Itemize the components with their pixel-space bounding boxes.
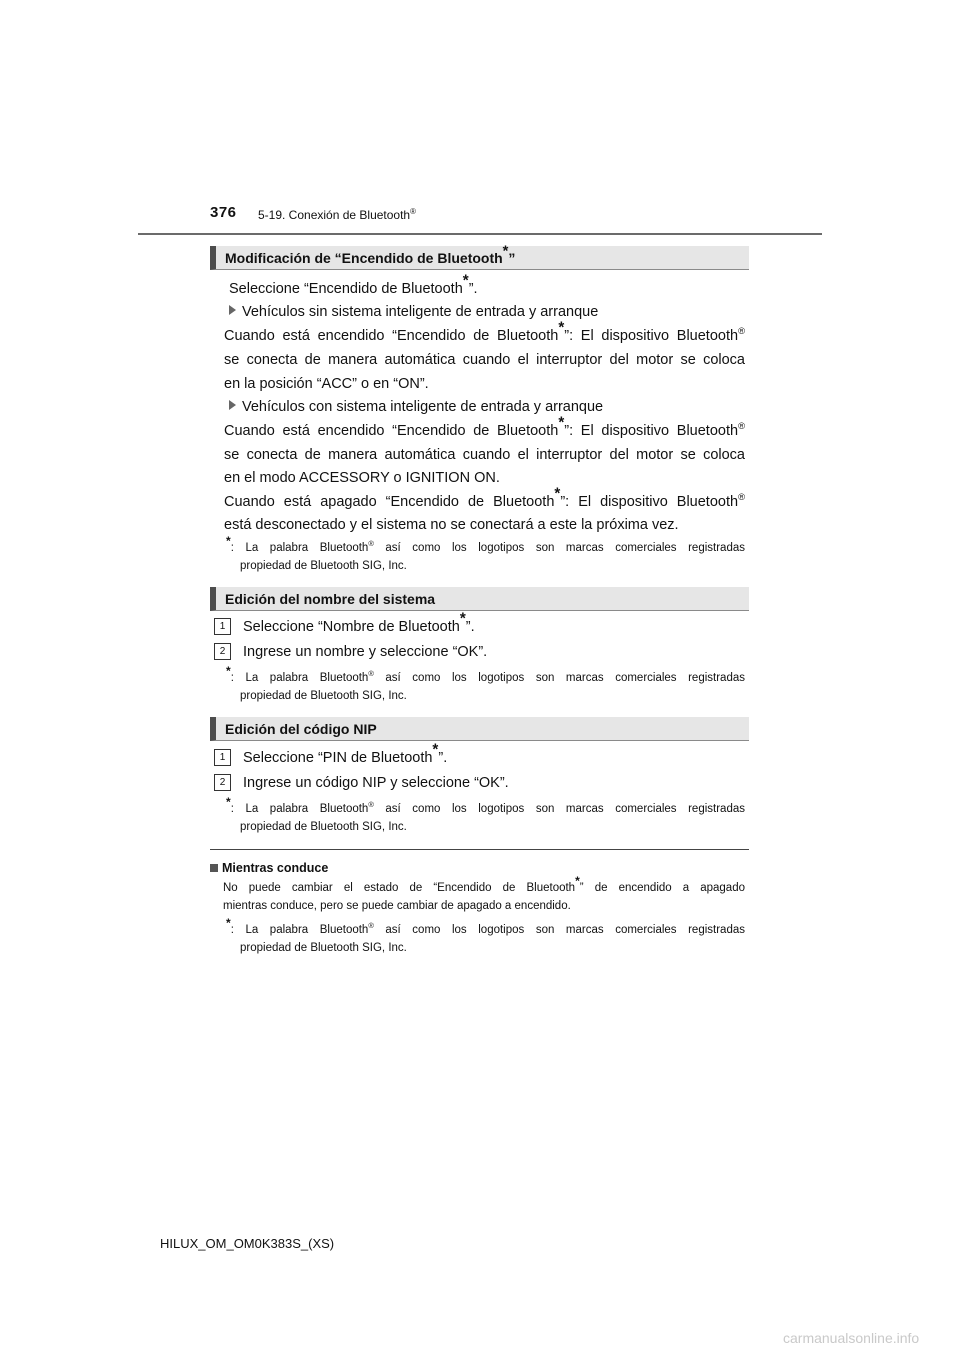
driving-line2: mientras conduce, pero se puede cambiar de apagado a encendido. [223, 900, 571, 912]
arrow-icon [229, 400, 236, 410]
step1-text: Seleccione “Nombre de Bluetooth*”. [243, 610, 475, 635]
case2-line1: Cuando está encendido “Encendido de Bluetooth*”: El dispositivo Bluetooth® [224, 414, 745, 439]
watermark: carmanualsonline.info [783, 1330, 920, 1346]
section-title-system-name: Edición del nombre del sistema [210, 587, 749, 611]
off-line2: está desconectado y el sistema no se conectará a este la próxima vez. [224, 517, 679, 533]
section-title-pin-code: Edición del código NIP [210, 717, 749, 741]
case2-heading: Vehículos con sistema inteligente de entrada y arranque [229, 397, 603, 417]
driving-heading: Mientras conduce [210, 860, 328, 877]
case2-line3: en el modo ACCESSORY o IGNITION ON. [224, 470, 500, 486]
footnote-line2: propiedad de Bluetooth SIG, Inc. [240, 690, 407, 702]
step2-text: Ingrese un nombre y seleccione “OK”. [243, 644, 488, 660]
case2-line2: se conecta de manera automática cuando el interruptor del motor se coloca [224, 447, 745, 463]
manual-code: HILUX_OM_OM0K383S_(XS) [160, 1236, 335, 1251]
arrow-icon [229, 305, 236, 315]
square-bullet-icon [210, 864, 218, 872]
section-divider [210, 849, 749, 850]
footnote-line1: *: La palabra Bluetooth® así como los logotipos son marcas comerciales registradas [226, 915, 745, 936]
chapter-title: 5-19. Conexión de Bluetooth® [258, 207, 416, 222]
step-number-box: 1 [214, 749, 231, 766]
step-number-box: 2 [214, 774, 231, 791]
step2-text: Ingrese un código NIP y seleccione “OK”. [243, 775, 509, 791]
footnote-line2: propiedad de Bluetooth SIG, Inc. [240, 942, 407, 954]
case1-heading: Vehículos sin sistema inteligente de entrada y arranque [229, 302, 598, 322]
footnote-line1: *: La palabra Bluetooth® así como los logotipos son marcas comerciales registradas [226, 794, 745, 815]
step1-text: Seleccione “PIN de Bluetooth*”. [243, 741, 448, 766]
case1-line1: Cuando está encendido “Encendido de Bluetooth*”: El dispositivo Bluetooth® [224, 319, 745, 344]
intro-text: Seleccione “Encendido de Bluetooth*”. [229, 272, 478, 297]
header-rule [138, 233, 822, 235]
footnote-line1: *: La palabra Bluetooth® así como los logotipos son marcas comerciales registradas [226, 533, 745, 554]
footnote-line2: propiedad de Bluetooth SIG, Inc. [240, 821, 407, 833]
footnote-line2: propiedad de Bluetooth SIG, Inc. [240, 560, 407, 572]
off-line1: Cuando está apagado “Encendido de Bluetooth*”: El dispositivo Bluetooth® [224, 485, 745, 510]
driving-line1: No puede cambiar el estado de “Encendido de Bluetooth*” de encendido a apagado [223, 873, 745, 894]
footnote-line1: *: La palabra Bluetooth® así como los logotipos son marcas comerciales registradas [226, 663, 745, 684]
section-title-bluetooth-power: Modificación de “Encendido de Bluetooth*” [210, 246, 749, 270]
case1-line2: se conecta de manera automática cuando el interruptor del motor se coloca [224, 352, 745, 368]
case1-line3: en la posición “ACC” o en “ON”. [224, 376, 429, 392]
step-number-box: 2 [214, 643, 231, 660]
step-number-box: 1 [214, 618, 231, 635]
page-number: 376 [210, 204, 237, 221]
